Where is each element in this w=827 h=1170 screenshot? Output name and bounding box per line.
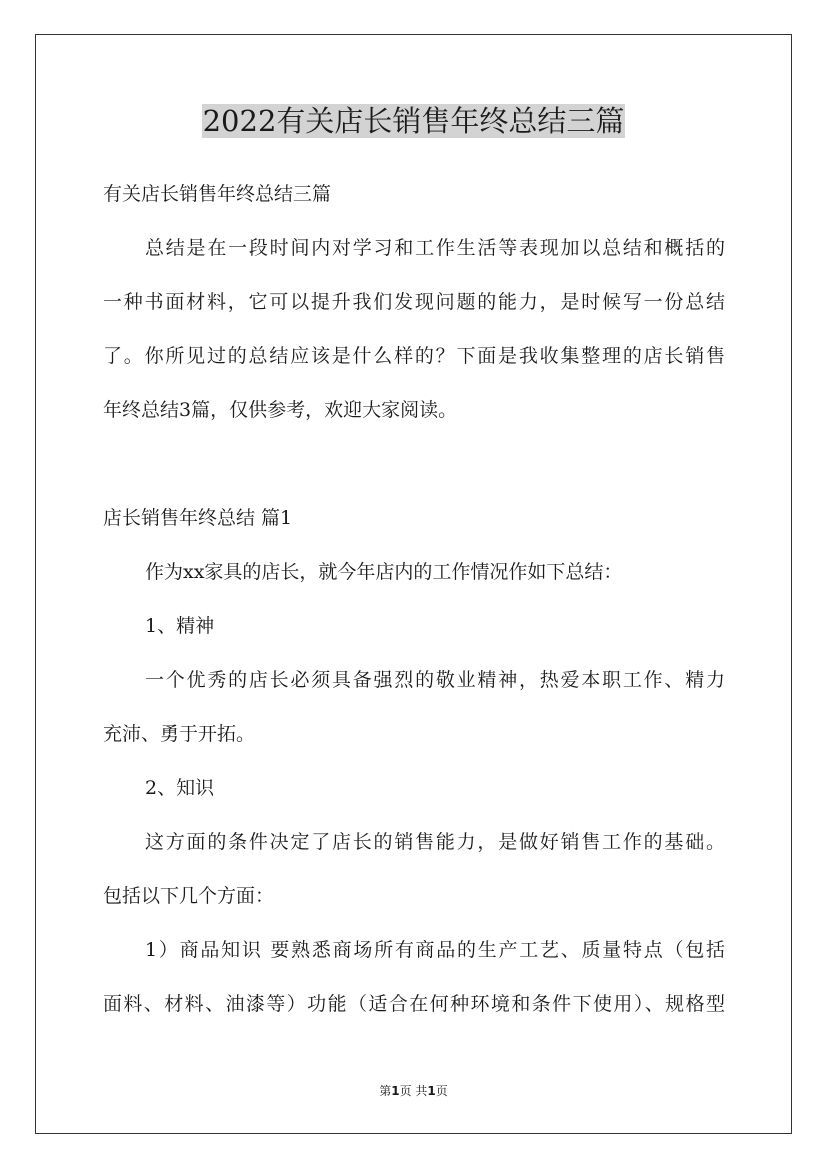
document-title-text: 2022有关店长销售年终总结三篇 <box>202 104 625 138</box>
item-1-text-line-1: 一个优秀的店长必须具备强烈的敬业精神，热爱本职工作、精力 <box>145 669 725 691</box>
footer-page-total: 1 <box>427 1084 436 1098</box>
item-2-text-line-2: 包括以下几个方面： <box>103 885 275 907</box>
item-2-sub1-line-2: 面料、材料、油漆等）功能（适合在何种环境和条件下使用）、规格型 <box>103 993 725 1015</box>
intro-line-3: 了。你所见过的总结应该是什么样的？下面是我收集整理的店长销售 <box>103 345 725 367</box>
section-opening: 作为xx家具的店长，就今年店内的工作情况作如下总结： <box>145 561 623 583</box>
page-footer <box>0 1082 827 1100</box>
intro-line-2: 一种书面材料，它可以提升我们发现问题的能力，是时候写一份总结 <box>103 291 725 313</box>
footer-page-mid: 页 共 <box>399 1084 428 1098</box>
item-2-title: 2、知识 <box>145 777 215 799</box>
document-subtitle: 有关店长销售年终总结三篇 <box>103 183 332 205</box>
intro-line-4: 年终总结3篇，仅供参考，欢迎大家阅读。 <box>103 399 458 421</box>
section-heading: 店长销售年终总结 篇1 <box>103 507 293 529</box>
item-1-text-line-2: 充沛、勇于开拓。 <box>103 723 256 745</box>
footer-page-suffix: 页 <box>435 1084 448 1098</box>
item-1-title: 1、精神 <box>145 615 215 637</box>
intro-line-1: 总结是在一段时间内对学习和工作生活等表现加以总结和概括的 <box>145 237 725 259</box>
footer-page-number: 1 <box>391 1084 400 1098</box>
item-2-text-line-1: 这方面的条件决定了店长的销售能力，是做好销售工作的基础。 <box>145 831 725 853</box>
footer-page-prefix: 第 <box>379 1084 392 1098</box>
item-2-sub1-line-1: 1）商品知识 要熟悉商场所有商品的生产工艺、质量特点（包括 <box>145 939 725 961</box>
document-title <box>0 101 827 141</box>
